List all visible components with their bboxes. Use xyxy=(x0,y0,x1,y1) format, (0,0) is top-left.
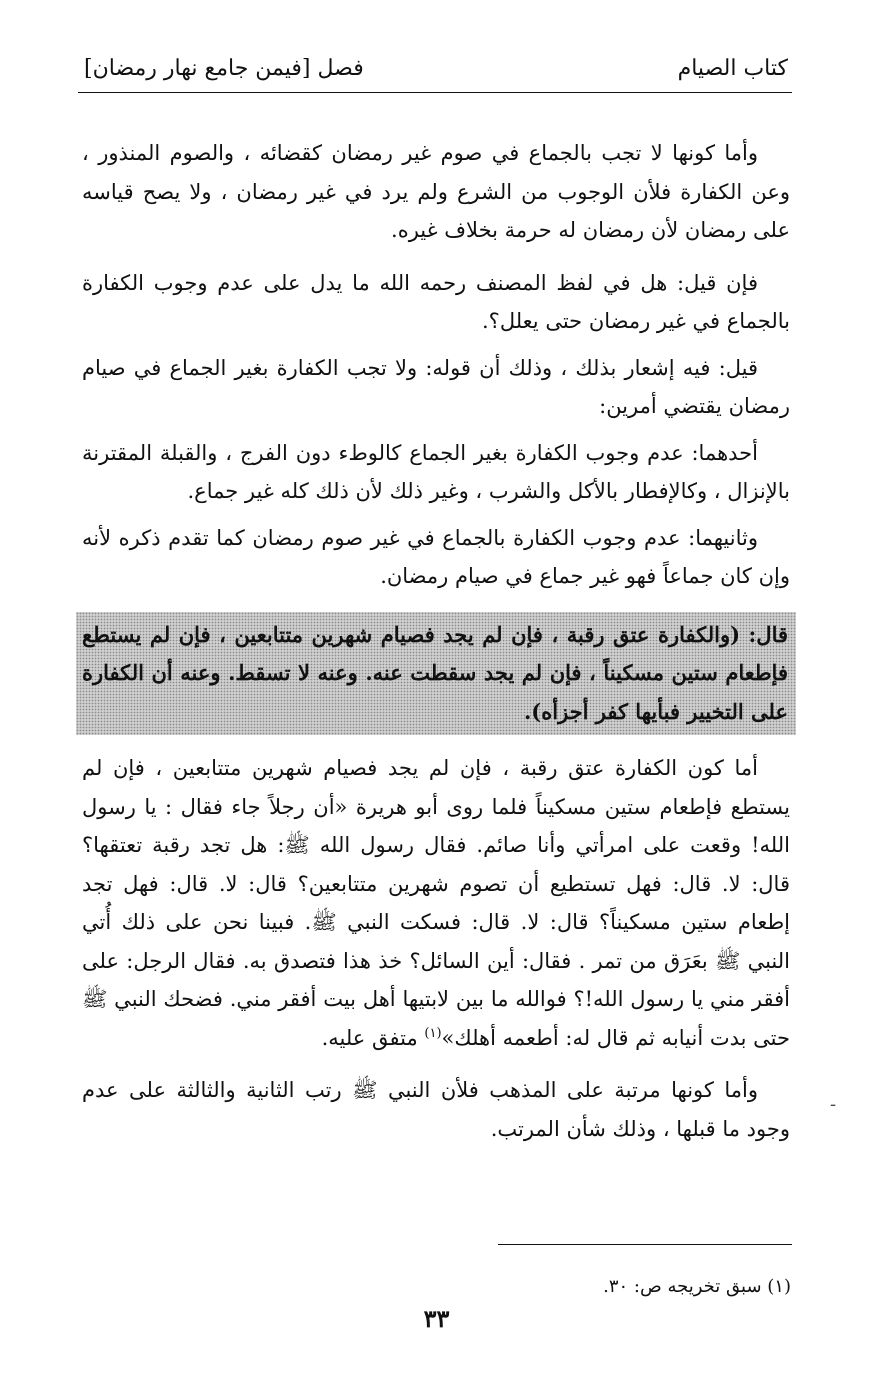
paragraph: قيل: فيه إشعار بذلك ، وذلك أن قوله: ولا تجب الكفارة بغير الجماع في صيام رمضان يقتضي أمرين: xyxy=(82,355,790,418)
footnote-rule xyxy=(498,1244,792,1245)
paragraph: وثانيهما: عدم وجوب الكفارة بالجماع في غير صوم رمضان كما تقدم ذكره لأنه وإن كان جماعاً فهو غير جماع في صيام رمضان. xyxy=(82,525,790,588)
paragraph: وأما كونها مرتبة على المذهب فلأن النبي ﷺ رتب الثانية والثالثة على عدم وجود ما قبلها ، وذلك شأن المرتب. xyxy=(82,1078,790,1141)
footnote: (١) سبق تخريجه ص: ٣٠. xyxy=(603,1276,791,1297)
paragraph: أحدهما: عدم وجوب الكفارة بغير الجماع كالوطء دون الفرج ، والقبلة المقترنة بالإنزال ، وكالإفطار بالأكل والشرب ، وغير ذلك لأن ذلك كله غير جماع. xyxy=(82,440,790,503)
paragraph: وأما كونها لا تجب بالجماع في صوم غير رمضان كقضائه ، والصوم المنذور ، وعن الكفارة فلأن الوجوب من الشرع ولم يرد في غير رمضان ، ولا يصح قياسه على رمضان لأن رمضان له حرمة بخلاف غيره. xyxy=(82,141,790,242)
matn-quote-block xyxy=(76,612,796,736)
footnote-ref[interactable]: (١) xyxy=(424,1025,442,1041)
margin-mark: - xyxy=(830,1094,837,1115)
header-rule xyxy=(78,92,792,93)
chapter-title: فصل [فيمن جامع نهار رمضان] xyxy=(84,56,364,81)
hadith-suffix: متفق عليه. xyxy=(321,1025,425,1050)
main-text xyxy=(82,134,790,1162)
hadith-paragraph xyxy=(82,749,790,1057)
matn-quote-text: قال: (والكفارة عتق رقبة ، فإن لم يجد فصيام شهرين متتابعين ، فإن لم يستطع فإطعام ستين مسكيناً ، فإن لم يجد سقطت عنه. وعنه لا تسقط. وعنه أن الكفارة على التخيير فبأيها كفر أجزأه). xyxy=(82,621,788,724)
hadith-text: أما كون الكفارة عتق رقبة ، فإن لم يجد فصيام شهرين متتابعين ، فإن لم يستطع فإطعام ستين مسكيناً فلما روى أبو هريرة «أن رجلاً جاء فقال : يا رسول الله! وقعت على امرأتي وأنا صائم. فقال رسول الله ﷺ: هل تجد رقبة تعتقها؟ قال: لا. قال: فهل تستطيع أن تصوم شهرين متتابعين؟ قال: لا. قال: فهل تجد إطعام ستين مسكيناً؟ قال: لا. قال: فسكت النبي ﷺ. فبينا نحن على ذلك أُتي النبي ﷺ بعَرَق من تمر . فقال: أين السائل؟ خذ هذا فتصدق به. فقال الرجل: على أفقر مني يا رسول الله!؟ فوالله ما بين لابتيها أهل بيت أفقر مني. فضحك النبي ﷺ حتى بدت أنيابه ثم قال له: أطعمه أهلك» xyxy=(82,756,790,1050)
page-number: ٣٣ xyxy=(423,1304,450,1333)
paragraph: فإن قيل: هل في لفظ المصنف رحمه الله ما يدل على عدم وجوب الكفارة بالجماع في غير رمضان حتى يعلل؟. xyxy=(82,270,790,333)
book-title: كتاب الصيام xyxy=(677,56,788,81)
running-header xyxy=(82,48,790,94)
